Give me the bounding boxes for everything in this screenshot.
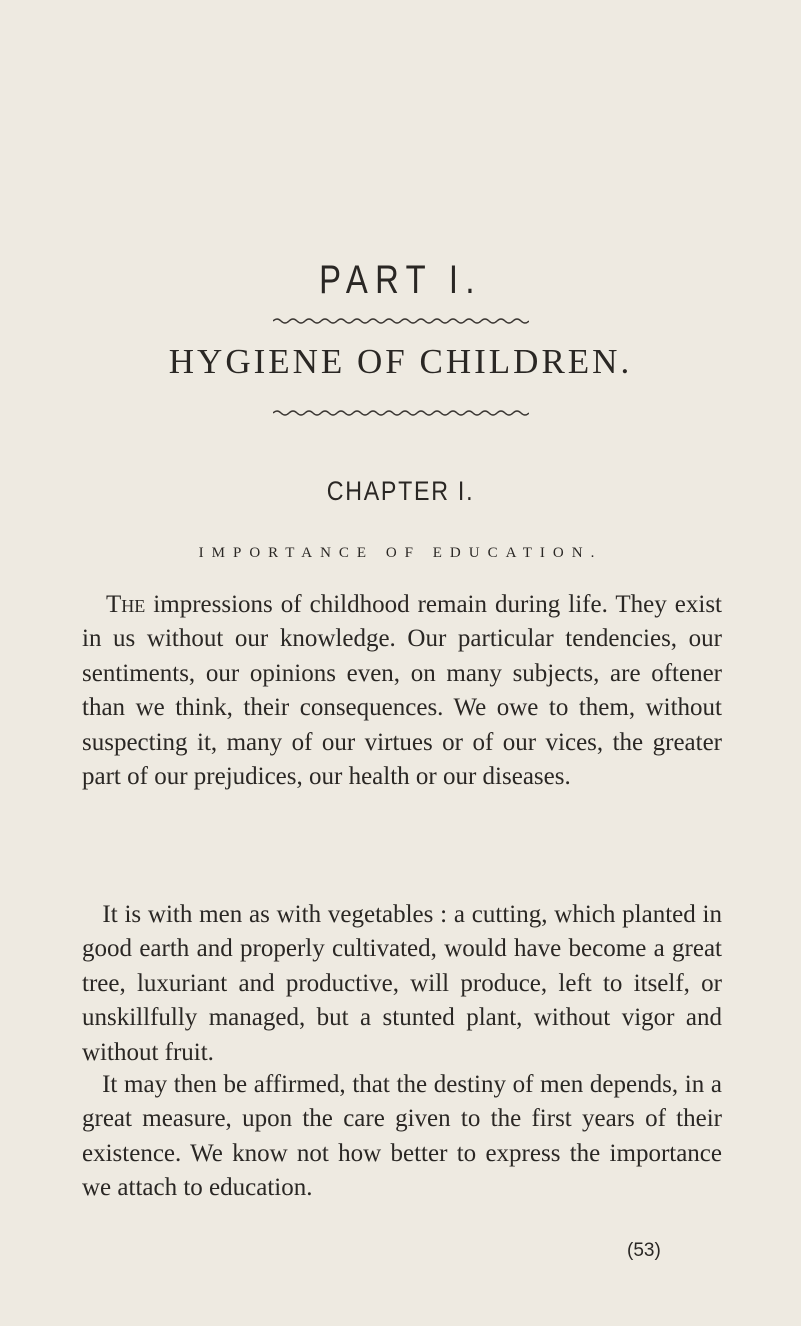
wavy-rule-bottom <box>0 408 801 418</box>
paragraph-2 <box>82 898 722 1070</box>
paragraph-1-text: impressions of childhood remain during life. They exist in us without our knowledge. Our particular tendencies, our sentiments, our opinions even, on many subjects, are oftener than we think, their consequences. We owe to them, without suspecting it, many of our virtues or of our vices, the greater part of our prejudices, our health or our diseases. <box>82 591 722 791</box>
paragraph-3-text: It may then be affirmed, that the destiny of men depends, in a great measure, upon the care given to the first years of their existence. We know not how better to express the importance we attach to education. <box>82 1071 723 1202</box>
page-number: (53) <box>627 1240 661 1261</box>
paragraph-1 <box>82 588 722 794</box>
part-title: PART I. <box>319 258 482 302</box>
paragraph-3 <box>82 1068 722 1206</box>
wavy-rule-top <box>0 316 801 326</box>
book-title: HYGIENE OF CHILDREN. <box>168 342 633 381</box>
chapter-subtitle: IMPORTANCE OF EDUCATION. <box>198 545 603 561</box>
chapter-heading: CHAPTER I. <box>326 476 475 506</box>
paragraph-1-lead: The <box>106 591 146 618</box>
paragraph-2-text: It is with men as with vegetables : a cutting, which planted in good earth and properly cultivated, would have become a great tree, luxuriant and productive, will produce, left to itself, or unskillfully managed, but a stunted plant, without vigor and without fruit. <box>82 901 723 1066</box>
